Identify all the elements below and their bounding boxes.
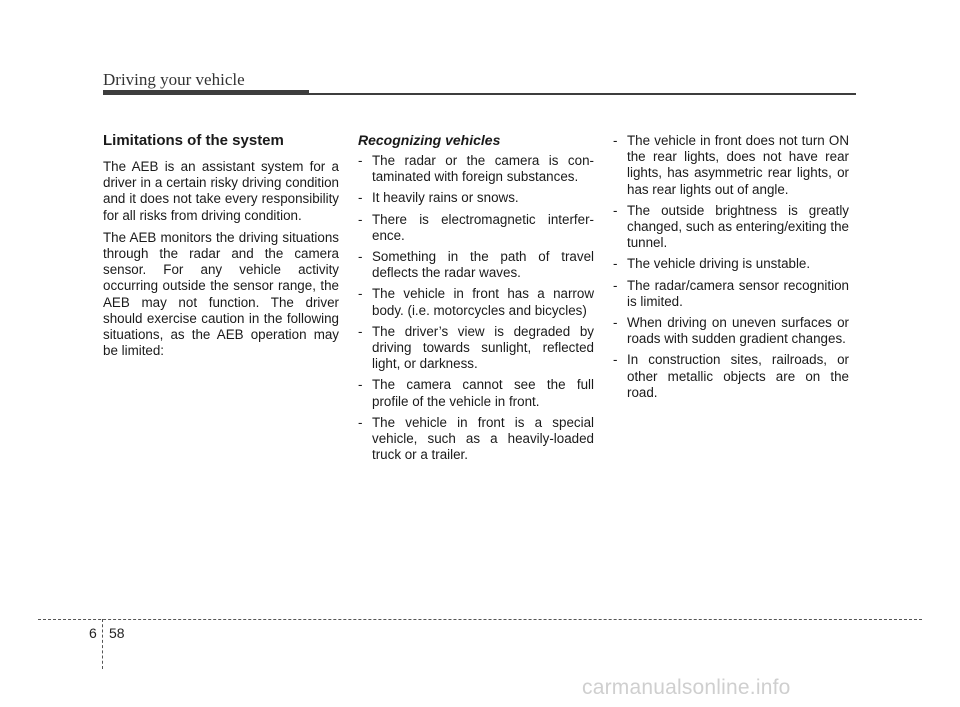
header-rule-thick [103, 90, 309, 95]
chapter-number: 6 [89, 625, 97, 641]
paragraph-1: The AEB is an assistant system for a driver in a certain risky driving condition and it does not take every responsibility for all risks from driving condition. [103, 159, 339, 223]
list-item: - The camera cannot see the full profile of the vehicle in front. [358, 377, 594, 409]
list-item: - The vehicle in front is a special vehicle, such as a heavily-loaded truck or a trailer. [358, 414, 594, 463]
column-limitations [103, 132, 339, 365]
section-heading-limitations: Limitations of the system [103, 132, 284, 149]
list-item: - The outside brightness is greatly changed, such as entering/exiting the tunnel. [613, 202, 849, 251]
column-conditions-continued [613, 133, 849, 406]
subsection-heading-recognizing-vehicles: Recognizing vehicles [358, 132, 501, 148]
list-item: - There is electromagnetic interference. [358, 211, 594, 243]
condition-list-2 [613, 133, 849, 401]
watermark: carmanualsonline.info [582, 676, 791, 699]
list-item: - The driver’s view is degraded by driving towards sunlight, reflected light, or darkness. [358, 323, 594, 372]
header-title: Driving your vehicle [103, 70, 245, 89]
list-item: - Something in the path of travel deflects the radar waves. [358, 249, 594, 281]
list-item: - The vehicle driving is unstable. [613, 256, 811, 272]
list-item: - The radar or the camera is contaminated with foreign substances. [358, 153, 594, 185]
paragraph-2: The AEB monitors the driving situations through the radar and the camera sensor. For any vehicle activity occurring outside the sensor range, the AEB may not function. The driver should exercise caution in the following situations, as the AEB operation may be limited: [103, 229, 339, 359]
footer-dashed-rule [38, 619, 922, 620]
list-item: - It heavily rains or snows. [358, 190, 519, 206]
list-item: - The vehicle in front does not turn ON the rear lights, does not have rear lights, has asymmetric rear lights, or has rear lights out of angle. [613, 133, 849, 197]
list-item: - In construction sites, railroads, or other metallic objects are on the road. [613, 352, 849, 400]
condition-list-1 [358, 153, 594, 463]
header-rule-thin [309, 93, 856, 95]
list-item: - The vehicle in front has a narrow body. (i.e. motorcycles and bicycles) [358, 286, 594, 318]
list-item: - When driving on uneven surfaces or roads with sudden gradient changes. [613, 315, 849, 347]
list-item: - The radar/camera sensor recognition is limited. [613, 277, 849, 309]
column-recognizing-vehicles [358, 132, 594, 468]
footer-vertical-rule [102, 619, 103, 669]
page-number: 58 [109, 625, 125, 641]
